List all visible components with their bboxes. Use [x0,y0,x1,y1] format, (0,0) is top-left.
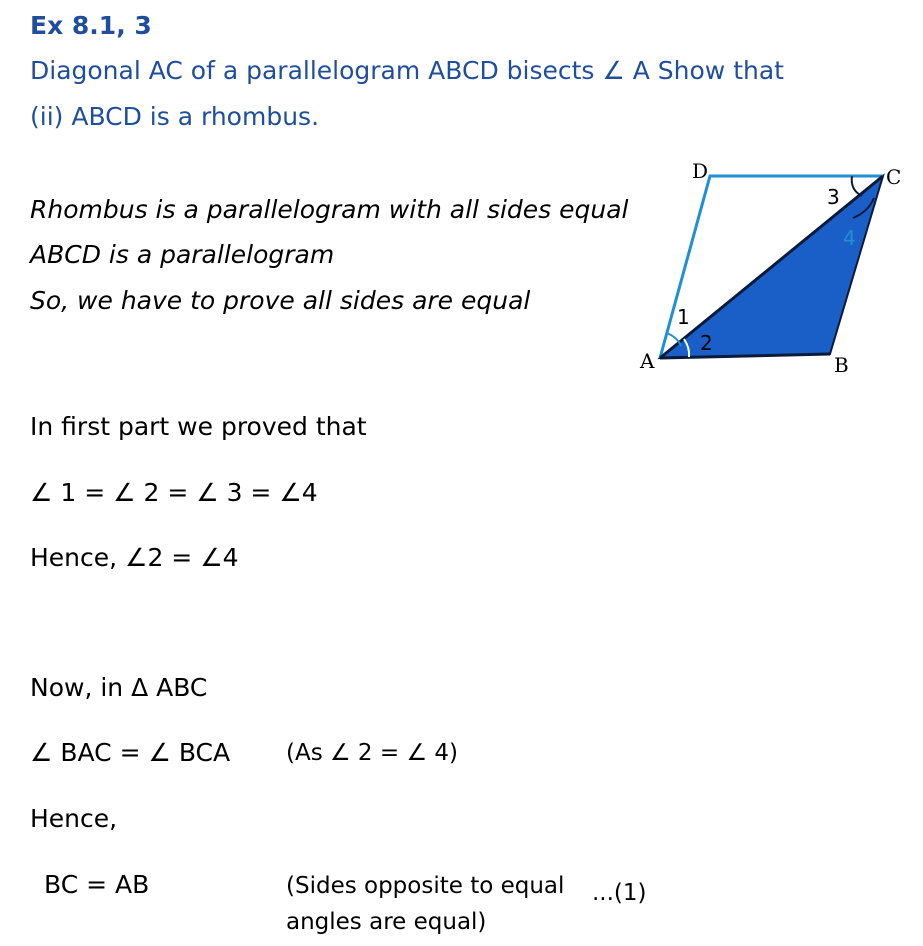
question-line-2: (ii) ABCD is a rhombus. [30,102,320,131]
intro-line-1: Rhombus is a parallelogram with all sides equal [30,195,629,224]
intro-line-3: So, we have to prove all sides are equal [30,286,531,315]
proof-line-5-reason: (As ∠ 2 = ∠ 4) [286,740,458,766]
exercise-title: Ex 8.1, 3 [30,11,152,40]
vertex-label-a: A [640,349,655,373]
intro-line-2: ABCD is a parallelogram [30,240,335,269]
angle-label-3: 3 [827,185,840,209]
angle-label-2: 2 [700,331,713,355]
proof-line-7: BC = AB [44,870,150,899]
proof-line-7-ref: ...(1) [592,880,647,906]
vertex-label-c: C [886,165,902,189]
proof-line-5: ∠ BAC = ∠ BCA [30,738,231,767]
parallelogram-figure [636,160,916,380]
proof-line-7-reason-2: angles are equal) [286,909,487,935]
vertex-label-b: B [834,353,849,377]
proof-line-3: Hence, ∠2 = ∠4 [30,543,239,572]
vertex-label-d: D [692,160,709,183]
angle-label-1: 1 [677,305,690,329]
proof-line-2: ∠ 1 = ∠ 2 = ∠ 3 = ∠4 [30,478,318,507]
proof-line-6: Hence, [30,804,118,833]
proof-line-7-reason-1: (Sides opposite to equal [286,873,565,899]
angle-label-4: 4 [843,226,856,250]
proof-line-1: In first part we proved that [30,412,367,441]
proof-line-4: Now, in Δ ABC [30,673,208,702]
question-line-1: Diagonal AC of a parallelogram ABCD bisects ∠ A Show that [30,56,784,85]
